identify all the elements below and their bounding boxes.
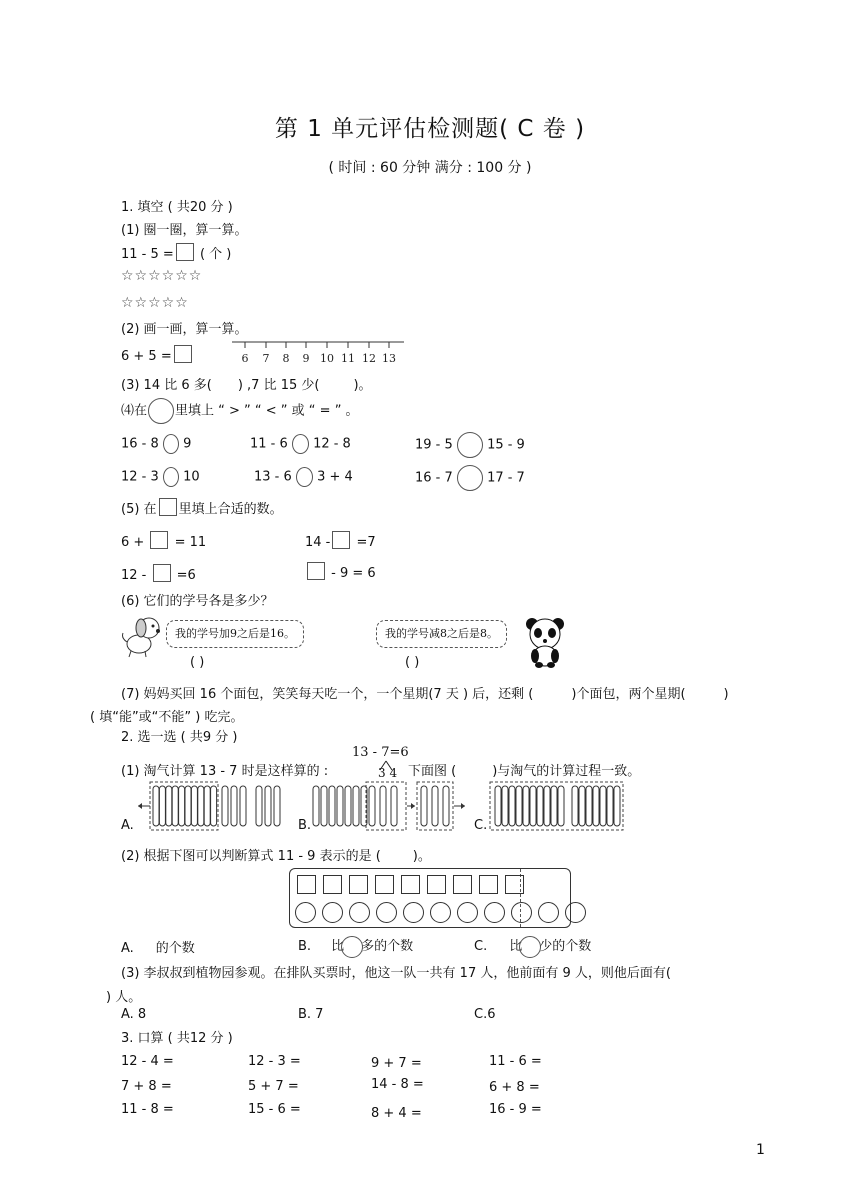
- stick: [198, 786, 204, 826]
- q1-3: [121, 374, 372, 393]
- dog-illustration: [119, 614, 167, 658]
- stick: [313, 786, 319, 826]
- tick-label: 10: [320, 352, 334, 365]
- shapes-box: [289, 868, 571, 928]
- stick: [544, 786, 550, 826]
- stick: [240, 786, 246, 826]
- compare-circle[interactable]: [457, 432, 483, 458]
- calc-expr: 13 - 7=6: [352, 745, 409, 760]
- q1-3-c: )。: [353, 378, 372, 393]
- circles-row: [295, 902, 592, 923]
- stick: [523, 786, 529, 826]
- tick-label: 8: [282, 352, 290, 365]
- q1-5-label: (5) 在 里填上合适的数。: [121, 498, 283, 517]
- panda-illustration: [523, 616, 567, 668]
- q1-3-b: ) ,7 比 15 少(: [237, 378, 320, 393]
- oral-calc: 12 - 3 =: [248, 1054, 301, 1069]
- oral-calc: 8 + 4 =: [371, 1106, 422, 1121]
- answer-paren-2[interactable]: ( ): [405, 655, 420, 670]
- q1-3-a: (3) 14 比 6 多(: [121, 378, 212, 393]
- oral-calc: 9 + 7 =: [371, 1056, 422, 1071]
- arrow-head: [411, 803, 415, 809]
- answer-box[interactable]: [176, 243, 194, 261]
- stick: [153, 786, 159, 826]
- arrow-head: [461, 803, 465, 809]
- compare-circle[interactable]: [163, 467, 179, 487]
- stick: [179, 786, 185, 826]
- stick: [516, 786, 522, 826]
- tick-label: 13: [382, 352, 396, 365]
- q1-7-line1: (7) 妈妈买回 16 个面包，笑笑每天吃一个，一个星期(7 天 ) 后，还剩 ( )个面包，两个星期( ): [121, 687, 729, 702]
- stick: [421, 786, 427, 826]
- squares-row: [297, 875, 531, 894]
- q2-2-option-c[interactable]: C. 比 少的个数: [474, 935, 591, 958]
- compare-6: 16 - 7 17 - 7: [415, 465, 525, 491]
- compare-circle[interactable]: [163, 434, 179, 454]
- q2-3-option-b[interactable]: B. 7: [298, 1007, 324, 1022]
- compare-circle[interactable]: [457, 465, 483, 491]
- option-b[interactable]: B.: [298, 818, 312, 833]
- stick: [337, 786, 343, 826]
- calc-split: 3 4: [378, 766, 398, 780]
- fill-2: 14 - =7: [305, 531, 376, 550]
- q1-6-label: (6) 它们的学号各是多少？: [121, 594, 274, 609]
- stick: [185, 786, 191, 826]
- q1-1-unit: ( 个 ): [199, 247, 232, 262]
- stick: [600, 786, 606, 826]
- oral-calc: 5 + 7 =: [248, 1079, 299, 1094]
- answer-box[interactable]: [174, 345, 192, 363]
- stick: [614, 786, 620, 826]
- stick: [353, 786, 359, 826]
- stick: [380, 786, 386, 826]
- stick: [593, 786, 599, 826]
- oral-calc: 11 - 8 =: [121, 1102, 174, 1117]
- arrow-head: [138, 803, 142, 809]
- q2-2-option-b[interactable]: B. 比 多的个数: [298, 935, 413, 958]
- page-number: 1: [756, 1142, 765, 1158]
- compare-circle[interactable]: [292, 434, 309, 454]
- box-icon: [159, 498, 177, 516]
- q2-3-option-a[interactable]: A. 8: [121, 1007, 147, 1022]
- stick: [551, 786, 557, 826]
- tick-label: 12: [362, 352, 376, 365]
- q2-3-line2: ) 人。: [106, 990, 142, 1005]
- option-c[interactable]: C.: [474, 818, 488, 833]
- compare-4: 12 - 3 10: [121, 467, 200, 487]
- compare-5: 13 - 6 3 + 4: [254, 467, 353, 487]
- q1-1-expr-text: 11 - 5 =: [121, 247, 174, 262]
- q2-1-b: 下面图 ( )与淘气的计算过程一致。: [408, 764, 641, 779]
- q1-1-label: (1) 圈一圈，算一算。: [121, 223, 248, 238]
- stick: [191, 786, 197, 826]
- speech-bubble-2: 我的学号减8之后是8。: [376, 620, 507, 648]
- stick: [222, 786, 228, 826]
- oral-calc: 16 - 9 =: [489, 1102, 542, 1117]
- stick: [495, 786, 501, 826]
- q2-2-label: (2) 根据下图可以判断算式 11 - 9 表示的是 ( )。: [121, 849, 431, 864]
- q1-2-expr-text: 6 + 5 =: [121, 349, 172, 364]
- q2-1-a: (1) 淘气计算 13 - 7 时是这样算的 :: [121, 764, 329, 779]
- section-3-heading: 3. 口算 ( 共12 分 ): [121, 1031, 233, 1046]
- stick: [265, 786, 271, 826]
- circle-icon: [148, 398, 174, 424]
- answer-box[interactable]: [332, 531, 350, 549]
- q1-7-line2: ( 填“能”或“不能” ) 吃完。: [90, 710, 244, 725]
- stick: [530, 786, 536, 826]
- q2-3-option-c[interactable]: C.6: [474, 1007, 496, 1022]
- stick: [172, 786, 178, 826]
- stick: [509, 786, 515, 826]
- stick: [211, 786, 217, 826]
- stick: [391, 786, 397, 826]
- q2-3-line1: (3) 李叔叔到植物园参观。在排队买票时，他这一队一共有 17 人，他前面有 9 人，则他后面有(: [121, 966, 671, 981]
- oral-calc: 11 - 6 =: [489, 1054, 542, 1069]
- answer-paren-1[interactable]: ( ): [190, 655, 205, 670]
- speech-bubble-1: 我的学号加9之后是16。: [166, 620, 304, 648]
- compare-circle[interactable]: [296, 467, 313, 487]
- oral-calc: 6 + 8 =: [489, 1080, 540, 1095]
- stick: [204, 786, 210, 826]
- q2-2-option-a[interactable]: A. 的个数: [121, 941, 195, 956]
- fill-1: 6 + = 11: [121, 531, 206, 550]
- answer-box[interactable]: [153, 564, 171, 582]
- stick: [166, 786, 172, 826]
- oral-calc: 14 - 8 =: [371, 1077, 424, 1092]
- page-subtitle: ( 时间 : 60 分钟 满分 : 100 分 ): [328, 160, 532, 176]
- stick: [231, 786, 237, 826]
- stick: [607, 786, 613, 826]
- stick: [443, 786, 449, 826]
- page-title: 第 1 单元评估检测题( C 卷 ): [274, 116, 586, 142]
- circle-icon: [341, 936, 363, 958]
- stars-row-1: ☆☆☆☆☆☆: [121, 268, 203, 284]
- q1-4-b: 里填上 “ > ” “ < ” 或 “ = ” 。: [175, 403, 359, 419]
- stick: [579, 786, 585, 826]
- oral-calc: 15 - 6 =: [248, 1102, 301, 1117]
- q1-1-expr: [121, 243, 231, 262]
- stick: [558, 786, 564, 826]
- stick: [159, 786, 165, 826]
- stick: [321, 786, 327, 826]
- q1-2-label: (2) 画一画，算一算。: [121, 322, 248, 337]
- q1-4-label: [121, 398, 359, 424]
- q1-4-a: ⑷在: [121, 403, 148, 419]
- stick-diagrams: [120, 780, 640, 835]
- stars-row-2: ☆☆☆☆☆: [121, 295, 189, 311]
- stick: [537, 786, 543, 826]
- section-1-heading: 1. 填空 ( 共20 分 ): [121, 200, 233, 215]
- compare-3: 19 - 5 15 - 9: [415, 432, 525, 458]
- option-a[interactable]: A.: [121, 818, 134, 833]
- compare-2: 11 - 6 12 - 8: [250, 434, 351, 454]
- stick: [345, 786, 351, 826]
- stick: [586, 786, 592, 826]
- stick: [432, 786, 438, 826]
- fill-4: - 9 = 6: [305, 562, 376, 581]
- stick: [369, 786, 375, 826]
- fill-3: 12 - =6: [121, 564, 196, 583]
- q1-2-expr: [121, 345, 194, 364]
- tick-label: 7: [262, 352, 270, 365]
- stick: [502, 786, 508, 826]
- number-line: [232, 336, 404, 366]
- stick: [329, 786, 335, 826]
- stick: [256, 786, 262, 826]
- oral-calc: 12 - 4 =: [121, 1054, 174, 1069]
- stick: [572, 786, 578, 826]
- oral-calc: 7 + 8 =: [121, 1079, 172, 1094]
- tick-label: 9: [302, 352, 310, 365]
- compare-1: 16 - 8 9: [121, 434, 191, 454]
- section-2-heading: 2. 选一选 ( 共9 分 ): [121, 730, 238, 745]
- stick: [274, 786, 280, 826]
- tick-label: 6: [241, 352, 249, 365]
- circle-icon: [519, 936, 541, 958]
- answer-box[interactable]: [150, 531, 168, 549]
- tick-label: 11: [341, 352, 355, 365]
- answer-box[interactable]: [307, 562, 325, 580]
